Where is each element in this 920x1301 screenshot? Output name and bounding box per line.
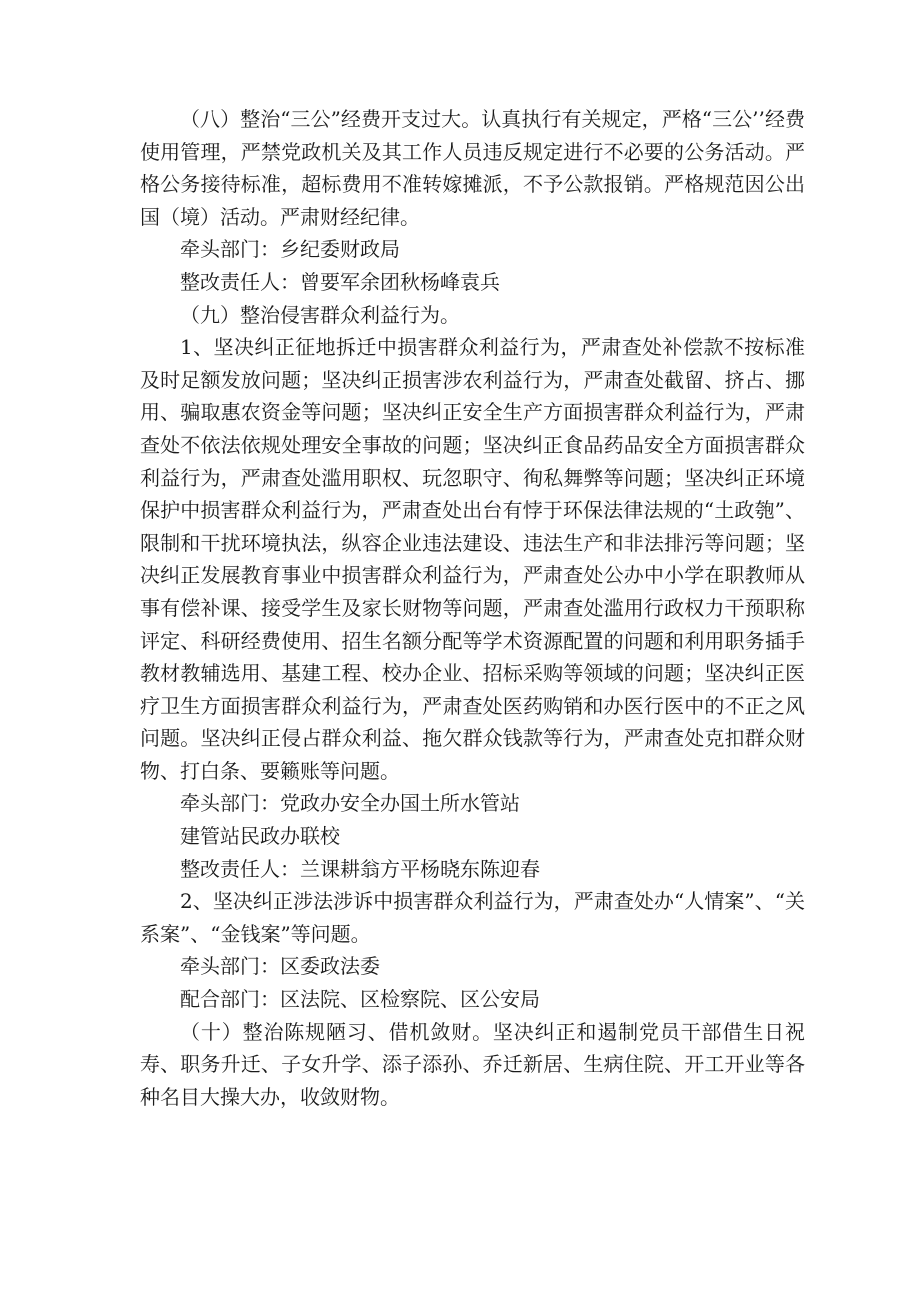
section-8-responsible-persons: 整改责任人：曾要军余团秋杨峰袁兵 [180,269,500,294]
section-9-item-2-cooperating-departments: 配合部门：区法院、区检察院、区公安局 [180,987,540,1012]
section-9-item-1-responsible-persons: 整改责任人：兰课耕翁方平杨晓东陈迎春 [180,856,540,881]
section-9-item-1-lead-department-continued: 建管站民政办联校 [180,824,340,849]
section-8-paragraph: （八）整治“三公”经费开支过大。认真执行有关规定，严格“三公’’经费使用管理，严禁党政机关及其工作人员违反规定进行不必要的公务活动。严格公务接待标准，超标费用不准转嫁摊派，不予公款报销。严格规范因公出国（境）活动。严肃财经纪律。 [140,107,805,229]
section-10-paragraph: （十）整治陈规陋习、借机敛财。坚决纠正和遏制党员干部借生日祝寿、职务升迁、子女升学、添子添孙、乔迁新居、生病住院、开工开业等各种名目大操大办，收敛财物。 [140,1019,805,1109]
section-9-heading: （九）整治侵害群众利益行为。 [180,302,460,327]
section-8-lead-department: 牵头部门：乡纪委财政局 [180,237,400,262]
document-page [140,103,805,1113]
section-9-item-1: 1、坚决纠正征地拆迁中损害群众利益行为，严肃查处补偿款不按标准及时足额发放问题；坚决纠正损害涉农利益行为，严肃查处截留、挤占、挪用、骗取惠农资金等问题；坚决纠正安全生产方面损害群众利益行为，严肃查处不依法依规处理安全事故的问题；坚决纠正食品药品安全方面损害群众利益行为，严肃查处滥用职权、玩忽职守、徇私舞弊等问题；坚决纠正环境保护中损害群众利益行为，严肃查处出台有悖于环保法律法规的“土政匏”、限制和干扰环境执法，纵容企业违法建设、违法生产和非法排污等问题；坚决纠正发展教育事业中损害群众利益行为，严肃查处公办中小学在职教师从事有偿补课、接受学生及家长财物等问题，严肃查处滥用行政权力干预职称评定、科研经费使用、招生名额分配等学术资源配置的问题和利用职务插手教材教辅选用、基建工程、校办企业、招标采购等领域的问题；坚决纠正医疗卫生方面损害群众利益行为，严肃查处医药购销和办医行医中的不正之风问题。坚决纠正侵占群众利益、拖欠群众钱款等行为，严肃查处克扣群众财物、打白条、要籁账等问题。 [140,335,805,783]
section-9-item-2: 2、坚决纠正涉法涉诉中损害群众利益行为，严肃查处办“人情案”、“关系案”、“金钱案”等问题。 [140,889,805,946]
section-9-item-2-lead-department: 牵头部门：区委政法委 [180,954,380,979]
section-9-item-1-lead-department: 牵头部门：党政办安全办国土所水管站 [180,791,520,816]
